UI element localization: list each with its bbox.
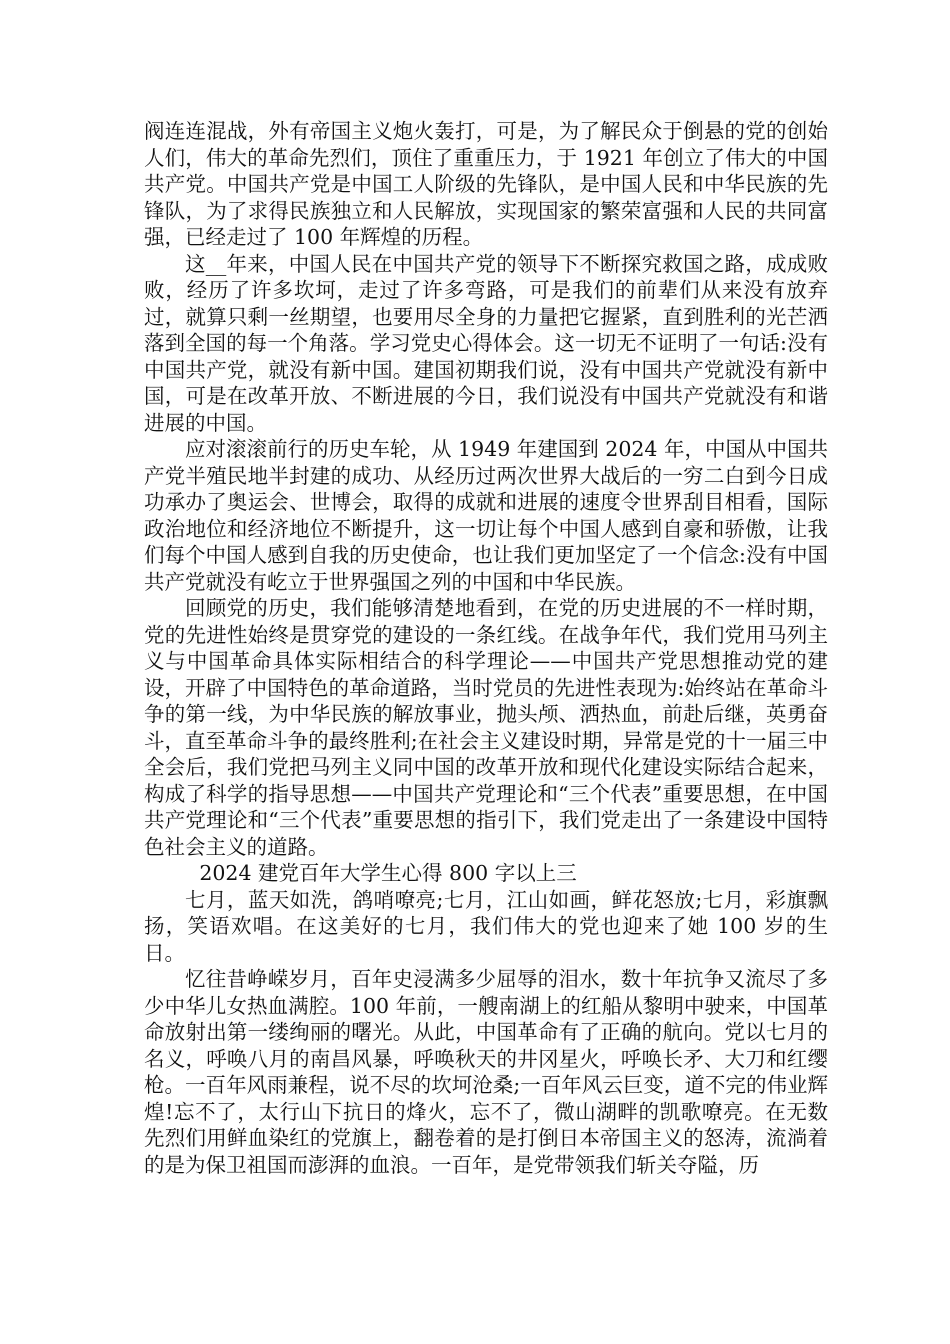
paragraph-4: 回顾党的历史，我们能够清楚地看到，在党的历史进展的不一样时期，党的先进性始终是贯穿党的建设的一条红线。在战争年代，我们党用马列主义与中国革命具体实际相结合的科学理论——中国共产党思想推动党的建设，开辟了中国特色的革命道路，当时党员的先进性表现为:始终站在革命斗争的第一线，为中华民族的解放事业，抛头颅、洒热血，前赴后继，英勇奋斗，直至革命斗争的最终胜利;在社会主义建设时期，异常是党的十一届三中全会后，我们党把马列主义同中国的改革开放和现代化建设实际结合起来，构成了科学的指导思想——中国共产党理论和“三个代表”重要思想，在中国共产党理论和“三个代表”重要思想的指引下，我们党走出了一条建设中国特色社会主义的道路。: [144, 596, 828, 859]
paragraph-2: 这__年来，中国人民在中国共产党的领导下不断探究救国之路，成成败败，经历了许多坎坷，走过了许多弯路，可是我们的前辈们从来没有放弃过，就算只剩一丝期望，也要用尽全身的力量把它握紧，直到胜利的光芒洒落到全国的每一个角落。学习党史心得体会。这一切无不证明了一句话:没有中国共产党，就没有新中国。建国初期我们说，没有中国共产党就没有新中国，可是在改革开放、不断进展的今日，我们说没有中国共产党就没有和谐进展的中国。: [144, 251, 828, 435]
document-page: [144, 118, 828, 1178]
paragraph-6: 忆往昔峥嵘岁月，百年史浸满多少屈辱的泪水，数十年抗争又流尽了多少中华儿女热血满腔。100 年前，一艘南湖上的红船从黎明中驶来，中国革命放射出第一缕绚丽的曙光。从此，中国革命有了正确的航向。党以七月的名义，呼唤八月的南昌风暴，呼唤秋天的井冈星火，呼唤长矛、大刀和红缨枪。一百年风雨兼程，说不尽的坎坷沧桑;一百年风云巨变，道不完的伟业辉煌!忘不了，太行山下抗日的烽火，忘不了，微山湖畔的凯歌嘹亮。在无数先烈们用鲜血染红的党旗上，翻卷着的是打倒日本帝国主义的怒涛，流淌着的是为保卫祖国而澎湃的血浪。一百年，是党带领我们斩关夺隘，历: [144, 967, 828, 1177]
section-heading: 2024 建党百年大学生心得 800 字以上三: [199, 861, 577, 885]
paragraph-1: 阀连连混战，外有帝国主义炮火轰打，可是，为了解民众于倒悬的党的创始人们，伟大的革命先烈们，顶住了重重压力，于 1921 年创立了伟大的中国共产党。中国共产党是中国工人阶级的先锋队，是中国人民和中华民族的先锋队，为了求得民族独立和人民解放，实现国家的繁荣富强和人民的共同富强，已经走过了 100 年辉煌的历程。: [144, 119, 828, 249]
paragraph-5: 七月，蓝天如洗，鸽哨嘹亮;七月，江山如画，鲜花怒放;七月，彩旗飘扬，笑语欢唱。在这美好的七月，我们伟大的党也迎来了她 100 岁的生日。: [144, 887, 828, 965]
paragraph-3: 应对滚滚前行的历史车轮，从 1949 年建国到 2024 年，中国从中国共产党半殖民地半封建的成功、从经历过两次世界大战后的一穷二白到今日成功承办了奥运会、世博会，取得的成就和进展的速度令世界刮目相看，国际政治地位和经济地位不断提升，这一切让每个中国人感到自豪和骄傲，让我们每个中国人感到自我的历史使命，也让我们更加坚定了一个信念:没有中国共产党就没有屹立于世界强国之列的中国和中华民族。: [144, 437, 828, 594]
